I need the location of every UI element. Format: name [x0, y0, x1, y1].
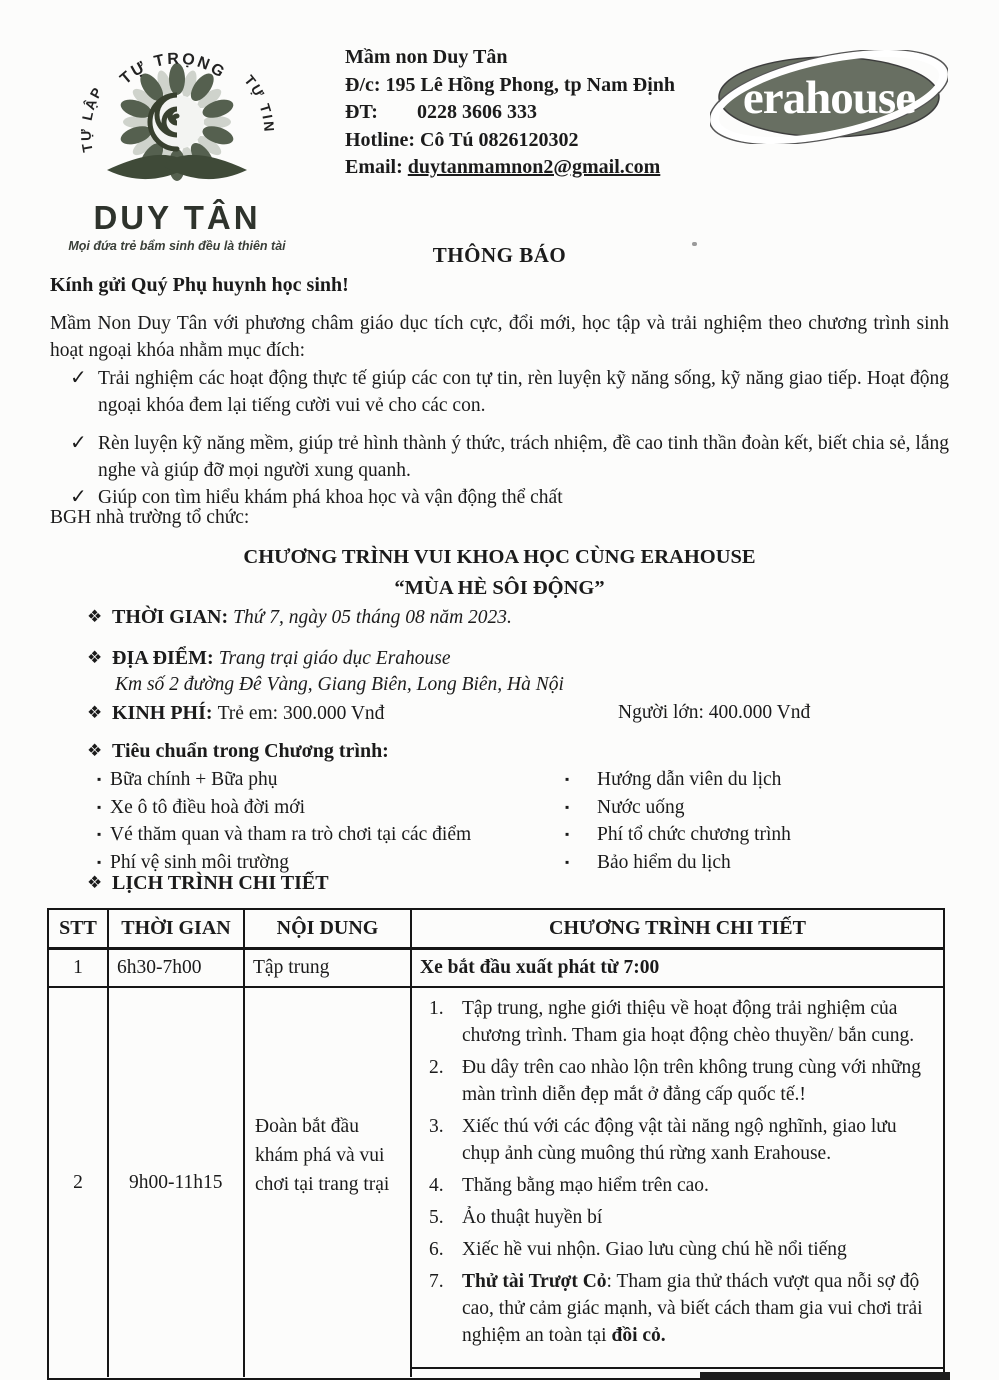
place-address-line: Km số 2 đường Đê Vàng, Giang Biên, Long Biên, Hà Nội [115, 674, 564, 695]
standard-item [97, 821, 537, 849]
standards-label: Tiêu chuẩn trong Chương trình: [112, 740, 389, 762]
standards-right-column [565, 766, 905, 876]
detail-number: 1. [429, 998, 444, 1019]
check-icon: ✓ [70, 432, 87, 454]
svg-text:TỰ TIN [241, 72, 277, 134]
program-subtitle: “MÙA HÈ SÔI ĐỘNG” [394, 577, 605, 599]
page-title: THÔNG BÁO [432, 243, 567, 267]
detail-text: Ảo thuật huyền bí [462, 1207, 603, 1228]
square-bullet-icon: ▪ [97, 827, 102, 841]
goal-text: Giúp con tìm hiểu khám phá khoa học và vận động thể chất [98, 487, 563, 508]
erahouse-logo-icon [710, 50, 948, 144]
square-bullet-icon: ▪ [565, 827, 570, 841]
contact-email [345, 154, 705, 182]
contact-name: Mầm non Duy Tân [345, 46, 508, 68]
time-value: Thứ 7, ngày 05 tháng 08 năm 2023. [233, 607, 512, 628]
email-address: duytanmamnon2@gmail.com [407, 156, 661, 178]
standard-text: Nước uống [597, 796, 685, 818]
detail-item [412, 1204, 929, 1231]
detail-text: Xiếc hề vui nhộn. Giao lưu cùng chú hề nổi tiếng [462, 1239, 847, 1260]
square-bullet-icon: ▪ [97, 799, 102, 814]
detail-number: 4. [429, 1175, 444, 1196]
detail-text: Thử tài Trượt Cỏ: Tham gia thử thách vượt qua nỗi sợ độ cao, thử cảm giác mạnh, và biết cách tham gia vui chơi trải nghiệm an toàn tại đồi cỏ. [462, 1271, 923, 1346]
contact-phone [345, 99, 705, 127]
detail-number: 7. [429, 1271, 444, 1292]
standard-item [97, 794, 537, 822]
detail-item [412, 1054, 929, 1108]
row1-stt: 1 [49, 950, 109, 986]
square-bullet-icon: ▪ [565, 772, 570, 786]
detail-item [412, 1236, 929, 1263]
row2-stt: 2 [49, 988, 109, 1377]
table-row [49, 988, 943, 1377]
time-row: ❖ THỜI GIAN: Thứ 7, ngày 05 tháng 08 năm 2023. [87, 606, 512, 628]
detail-text: Thăng bằng mạo hiểm trên cao. [462, 1175, 709, 1196]
salutation: Kính gửi Quý Phụ huynh học sinh! [50, 274, 349, 296]
standard-item [565, 766, 905, 794]
program-title: CHƯƠNG TRÌNH VUI KHOA HỌC CÙNG ERAHOUSE [243, 546, 756, 568]
fee-row: ❖ KINH PHÍ: Trẻ em: 300.000 Vnđ [87, 702, 385, 724]
organizer-line: BGH nhà trường tổ chức: [50, 507, 250, 528]
standard-text: Bữa chính + Bữa phụ [110, 769, 278, 790]
row2-detail [412, 988, 943, 1377]
erahouse-logo-text: erahouse [742, 72, 916, 124]
detail-item [412, 1113, 929, 1167]
detail-text: Đu dây trên cao nhào lộn trên không trung cùng với những màn trình diễn đẹp mắt ở đẳng cấp quốc tế.! [462, 1057, 921, 1105]
square-bullet-icon: ▪ [565, 854, 570, 869]
square-bullet-icon: ▪ [97, 772, 102, 786]
svg-text:TỰ LẬP [78, 83, 106, 153]
fee-label: KINH PHÍ [112, 702, 206, 724]
goal-text: Trải nghiệm các hoạt động thực tế giúp các con tự tin, rèn luyện kỹ năng sống, kỹ năng giao tiếp. Hoạt động ngoại khóa đem lại tiếng cười vui vẻ cho các con. [98, 368, 949, 416]
standard-item [97, 766, 537, 794]
header-detail: CHƯƠNG TRÌNH CHI TIẾT [549, 917, 806, 939]
standard-text: Bảo hiểm du lịch [597, 851, 731, 873]
school-logo-block [62, 30, 292, 253]
phone-label: ĐT: [345, 101, 378, 123]
school-contact-block [345, 44, 705, 182]
detail-number: 6. [429, 1239, 444, 1260]
row1-detail: Xe bắt đầu xuất phát từ 7:00 [420, 957, 660, 978]
standard-text: Phí vệ sinh môi trường [110, 851, 290, 873]
detail-number: 2. [429, 1057, 444, 1078]
detail-bold-lead: Thử tài Trượt Cỏ [462, 1271, 607, 1292]
diamond-bullet-icon: ❖ [87, 607, 103, 626]
motto-left: TỰ LẬP [77, 83, 107, 154]
standards-row [87, 740, 389, 763]
standard-text: Xe ô tô điều hoà đời mới [110, 796, 306, 818]
standard-text: Phí tổ chức chương trình [597, 824, 791, 845]
email-label: Email: [345, 156, 403, 178]
intro-paragraph: Mầm Non Duy Tân với phương châm giáo dục tích cực, đổi mới, học tập và trải nghiệm theo chương trình sinh hoạt ngoại khóa nhằm mục đích: [50, 313, 949, 361]
standard-text: Hướng dẫn viên du lịch [597, 769, 782, 790]
schedule-label: LỊCH TRÌNH CHI TIẾT [112, 872, 329, 894]
detail-item [412, 1268, 929, 1349]
phone-number: 0228 3606 333 [417, 101, 537, 123]
row2-time: 9h00-11h15 [109, 988, 245, 1377]
motto-right: TỰ TIN [241, 71, 278, 134]
school-logo-name: DUY TÂN [93, 199, 261, 236]
check-icon: ✓ [70, 486, 87, 508]
standard-item [565, 794, 905, 822]
row2-content: Đoàn bắt đầu khám phá và vui chơi tại trang trại [245, 988, 412, 1377]
row1-content: Tập trung [245, 950, 412, 986]
goals-list [50, 365, 949, 511]
school-logo-tagline: Mọi đứa trẻ bẩm sinh đều là thiên tài [68, 239, 286, 253]
standard-item [565, 821, 905, 849]
motto-top: TỰ TRỌNG [117, 50, 230, 88]
standard-item [565, 849, 905, 877]
goal-item [50, 430, 949, 484]
detail-number: 3. [429, 1116, 444, 1137]
standards-left-column [97, 766, 537, 876]
detail-list [412, 988, 943, 1369]
contact-hotline: Hotline: Cô Tú 0826120302 [345, 128, 579, 151]
place-label: ĐỊA ĐIỂM [112, 647, 208, 669]
square-bullet-icon: ▪ [97, 854, 102, 869]
standard-text: Vé thăm quan và tham ra trò chơi tại các điểm [110, 824, 472, 845]
detail-bold-tail: đồi cỏ. [611, 1325, 666, 1346]
time-label: THỜI GIAN [112, 606, 222, 628]
row1-time: 6h30-7h00 [109, 950, 245, 986]
detail-text: Xiếc thú với các động vật tài năng ngộ nghĩnh, giao lưu chụp ảnh cùng muông thú rừng xanh Erahouse. [462, 1116, 897, 1164]
goal-text: Rèn luyện kỹ năng mềm, giúp trẻ hình thành ý thức, trách nhiệm, đề cao tinh thần đoàn kết, biết chia sẻ, lắng nghe và giúp đỡ mọi người xung quanh. [98, 433, 949, 481]
header-time: THỜI GIAN [109, 910, 245, 947]
schedule-table [47, 908, 945, 1380]
table-row [49, 950, 943, 988]
next-row-border-artifact [700, 1372, 950, 1380]
schedule-heading [87, 872, 329, 895]
goal-item [50, 365, 949, 419]
detail-item [412, 995, 929, 1049]
table-header-row [49, 910, 943, 950]
header-stt: STT [49, 910, 109, 947]
detail-number: 5. [429, 1207, 444, 1228]
place-row: ❖ ĐỊA ĐIỂM: Trang trại giáo dục Erahouse [87, 647, 451, 669]
erahouse-logo [710, 50, 948, 149]
fee-adult: Người lớn: 400.000 Vnđ [618, 702, 811, 723]
diamond-bullet-icon: ❖ [87, 703, 103, 722]
detail-item [412, 1172, 929, 1199]
header-content: NỘI DUNG [245, 910, 412, 947]
diamond-bullet-icon: ❖ [87, 741, 103, 760]
square-bullet-icon: ▪ [565, 799, 570, 814]
check-icon: ✓ [70, 367, 87, 389]
place-value: Trang trại giáo dục Erahouse [218, 648, 451, 669]
diamond-bullet-icon: ❖ [87, 648, 103, 667]
duy-tan-flower-logo-icon [71, 30, 283, 198]
contact-address: Đ/c: 195 Lê Hồng Phong, tp Nam Định [345, 73, 676, 96]
fee-child: Trẻ em: 300.000 Vnđ [217, 703, 385, 724]
diamond-bullet-icon: ❖ [87, 873, 103, 892]
detail-text: Tập trung, nghe giới thiệu về hoạt động trải nghiệm của chương trình. Tham gia hoạt động chèo thuyền/ bắn cung. [462, 998, 915, 1046]
